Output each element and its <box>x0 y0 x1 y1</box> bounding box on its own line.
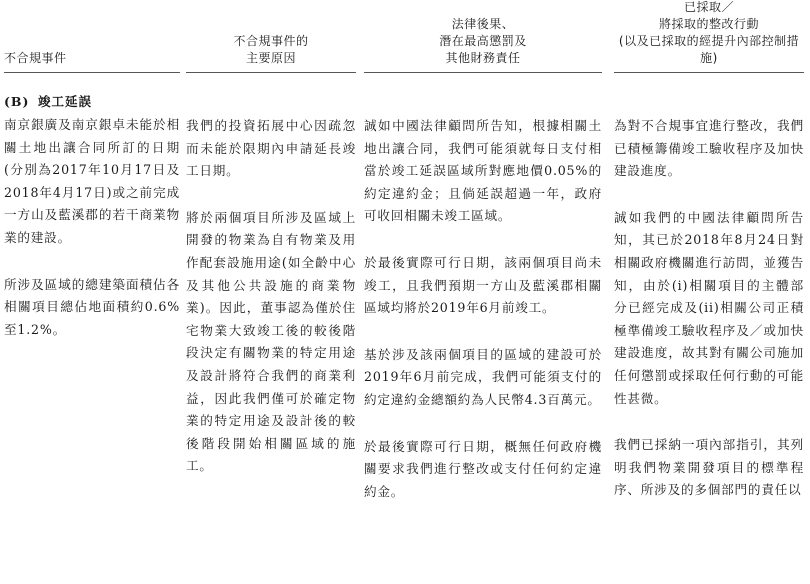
header-line: 不合規事件 <box>4 51 67 65</box>
header-line: 將採取的整改行動 <box>658 17 759 31</box>
section-label: (B) <box>4 94 30 109</box>
header-line: 主要原因 <box>245 51 296 65</box>
paragraph: 基於涉及該兩個項目的區域的建設可於2019年6月前完成，我們可能須支付的約定違約金總額約為人民幣4.3百萬元。 <box>364 346 602 407</box>
header-rectification-actions <box>614 0 804 67</box>
section-title: 竣工延誤 <box>38 94 93 109</box>
paragraph: 誠如中國法律顧問所告知，根據相關土地出讓合同，我們可能須就每日支付相當於竣工延誤區域所對應地價0.05%的約定違約金；且倘延誤超過一年，政府可收回相關未竣工區域。 <box>364 118 602 224</box>
header-line: (以及已採取的經提升內部控制措施) <box>618 34 800 65</box>
header-line: 已採取／ <box>683 0 734 14</box>
header-underline <box>364 72 602 73</box>
paragraph: 南京銀廣及南京銀卓未能於相關土地出讓合同所訂的日期(分別為2017年10月17日及2018年4月17日)或之前完成一方山及藍溪郡的若干商業物業的建設。 <box>4 117 180 245</box>
paragraph: 所涉及區域的總建築面積佔各相關項目總佔地面積約0.6%至1.2%。 <box>4 276 180 337</box>
header-underline <box>614 72 804 73</box>
header-underline <box>4 72 180 73</box>
header-main-reason <box>186 6 356 67</box>
paragraph: 將於兩個項目所涉及區域上開發的物業為自有物業及用作配套設施用途(如全齡中心及其他公共設施的商業物業)。因此，董事認為僅於住宅物業大致竣工後的較後階段決定有關物業的特定用途及設計將符合我們的商業利益，因此我們僅可於確定物業的特定用途及設計後的較後階段開始相關區域的施工。 <box>186 209 356 474</box>
paragraph: 誠如我們的中國法律顧問所告知，其已於2018年8月24日對相關政府機關進行訪問，並獲告知，由於(i)相關項目的主體部分已經完成及(ii)相關公司正積極準備竣工驗收程序及／或加快建設進度，故其對有關公司施加任何懲罰或採取任何行動的可能性甚微。 <box>614 209 804 406</box>
header-line: 其他財務責任 <box>445 51 521 65</box>
paragraph: 於最後實際可行日期，該兩個項目尚未竣工，且我們預期一方山及藍溪郡相關區域均將於2019年6月前竣工。 <box>364 254 602 316</box>
header-line: 不合規事件的 <box>233 34 309 48</box>
paragraph: 於最後實際可行日期，概無任何政府機關要求我們進行整改或支付任何約定違約金。 <box>364 438 602 499</box>
header-line: 潛在最高懲罰及 <box>439 34 527 48</box>
header-line: 法律後果、 <box>451 17 515 31</box>
paragraph: 我們的投資拓展中心因疏忽而未能於限期內申請延長竣工日期。 <box>186 118 356 179</box>
header-underline <box>186 72 356 73</box>
header-legal-consequences <box>364 6 602 67</box>
paragraph: 為對不合規事宜進行整改，我們已積極籌備竣工驗收程序及加快建設進度。 <box>614 118 804 179</box>
section-heading <box>4 92 180 110</box>
paragraph: 我們已採納一項內部指引，其列明我們物業開發項目的標準程序、所涉及的多個部門的責任以 <box>614 437 804 498</box>
header-noncompliance-incident <box>4 6 180 67</box>
